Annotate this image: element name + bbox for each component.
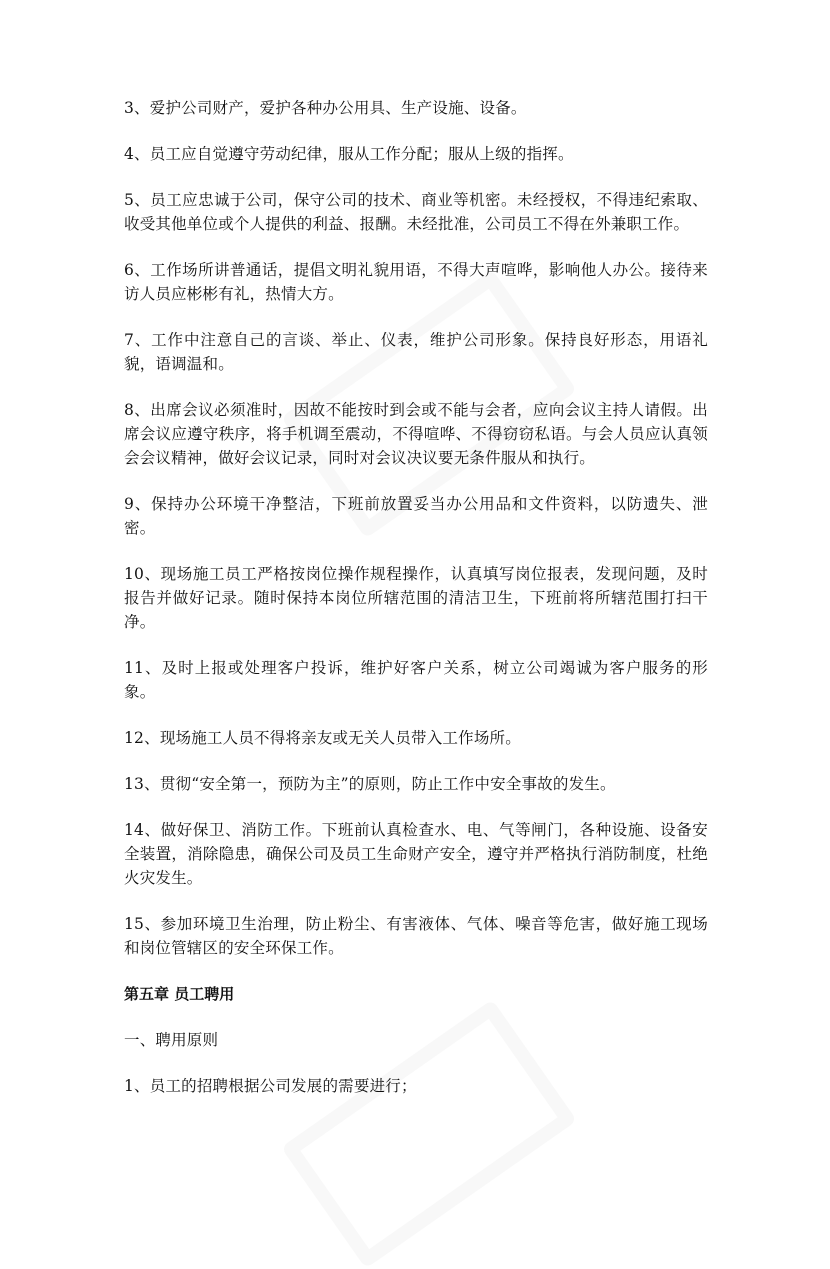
paragraph: 13、贯彻“安全第一，预防为主”的原则，防止工作中安全事故的发生。 (124, 775, 616, 793)
chapter-title: 第五章 员工聘用 (124, 985, 235, 1003)
document-body (124, 96, 708, 1120)
paragraph: 4、员工应自觉遵守劳动纪律，服从工作分配；服从上级的指挥。 (124, 145, 574, 163)
paragraph: 3、爱护公司财产，爱护各种办公用具、生产设施、设备。 (124, 99, 527, 117)
paragraph: 6、工作场所讲普通话，提倡文明礼貌用语，不得大声喧哗，影响他人办公。接待来访人员应彬彬有礼，热情大方。 (124, 261, 708, 303)
section-title: 一、聘用原则 (124, 1031, 219, 1049)
paragraph: 15、参加环境卫生治理，防止粉尘、有害液体、气体、噪音等危害，做好施工现场和岗位管辖区的安全环保工作。 (124, 915, 708, 957)
paragraph: 5、员工应忠诚于公司，保守公司的技术、商业等机密。未经授权，不得违纪索取、收受其他单位或个人提供的利益、报酬。未经批准，公司员工不得在外兼职工作。 (124, 191, 708, 233)
paragraph: 7、工作中注意自己的言谈、举止、仪表，维护公司形象。保持良好形态，用语礼貌，语调温和。 (124, 331, 708, 373)
paragraph: 12、现场施工人员不得将亲友或无关人员带入工作场所。 (124, 729, 521, 747)
paragraph: 9、保持办公环境干净整洁，下班前放置妥当办公用品和文件资料，以防遗失、泄密。 (124, 495, 708, 537)
paragraph: 14、做好保卫、消防工作。下班前认真检查水、电、气等闸门，各种设施、设备安全装置，消除隐患，确保公司及员工生命财产安全，遵守并严格执行消防制度，杜绝火灾发生。 (124, 821, 708, 887)
paragraph: 11、及时上报或处理客户投诉，维护好客户关系，树立公司竭诚为客户服务的形象。 (124, 659, 708, 701)
paragraph: 10、现场施工员工严格按岗位操作规程操作，认真填写岗位报表，发现问题，及时报告并做好记录。随时保持本岗位所辖范围的清洁卫生，下班前将所辖范围打扫干净。 (124, 565, 708, 631)
section-item: 1、员工的招聘根据公司发展的需要进行； (124, 1077, 417, 1095)
paragraph: 8、出席会议必须准时，因故不能按时到会或不能与会者，应向会议主持人请假。出席会议应遵守秩序，将手机调至震动，不得喧哗、不得窃窃私语。与会人员应认真领会会议精神，做好会议记录，同时对会议决议要无条件服从和执行。 (124, 401, 708, 467)
